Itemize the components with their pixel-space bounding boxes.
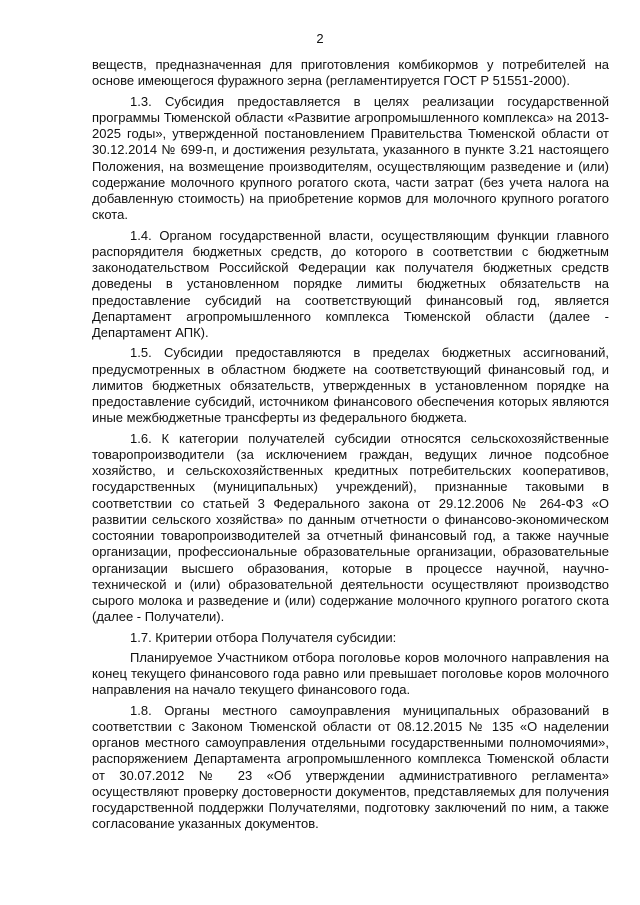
paragraph-continuation: веществ, предназначенная для приготовления комбикормов у потребителей на основе имеющегося фуражного зерна (регламентируется ГОСТ Р 51551-2000). bbox=[92, 57, 609, 89]
paragraph-1-4: 1.4. Органом государственной власти, осуществляющим функции главного распорядителя бюджетных средств, до которого в соответствии с бюджетным законодательством Российской Федерации как получателя бюджетных средств доведены в установленном порядке лимиты бюджетных обязательств на предоставление субсидий на соответствующий финансовый год, является Департамент агропромышленного комплекса Тюменской области (далее - Департамент АПК). bbox=[92, 227, 609, 340]
document-body bbox=[92, 57, 609, 837]
paragraph-1-6: 1.6. К категории получателей субсидии относятся сельскохозяйственные товаропроизводители (за исключением граждан, ведущих личное подсобное хозяйство, и сельскохозяйственных кредитных потребительских кооперативов, государственных (муниципальных) учреждений), признанные таковыми в соответствии со статьей 3 Федерального закона от 29.12.2006 № 264-ФЗ «О развитии сельского хозяйства» по данным отчетности о финансово-экономическом состоянии товаропроизводителей за отчетный финансовый год, а также научные организации, профессиональные образовательные организации, образовательные организации высшего образования, которые в процессе научной, научно-технической и (или) образовательной деятельности осуществляют производство сырого молока и разведение и (или) содержание молочного крупного рогатого скота (далее - Получатели). bbox=[92, 430, 609, 625]
paragraph-1-5: 1.5. Субсидии предоставляются в пределах бюджетных ассигнований, предусмотренных в областном бюджете на соответствующий финансовый год, и лимитов бюджетных обязательств, утвержденных в установленном порядке на предоставление субсидий, источником финансового обеспечения которых являются иные межбюджетные трансферты из федерального бюджета. bbox=[92, 345, 609, 426]
page-number: 2 bbox=[316, 31, 324, 46]
paragraph-1-3: 1.3. Субсидия предоставляется в целях реализации государственной программы Тюменской области «Развитие агропромышленного комплекса» на 2013-2025 годы», утвержденной постановлением Правительства Тюменской области от 30.12.2014 № 699-п, и достижения результата, указанного в пункте 3.21 настоящего Положения, на возмещение производителям, осуществляющим разведение и (или) содержание молочного крупного рогатого скота, части затрат (без учета налога на добавленную стоимость) на приобретение кормов для молочного крупного рогатого скота. bbox=[92, 93, 609, 223]
paragraph-1-8: 1.8. Органы местного самоуправления муниципальных образований в соответствии с Законом Тюменской области от 08.12.2015 № 135 «О наделении органов местного самоуправления отдельными государственными полномочиями», распоряжением Департамента агропромышленного комплекса Тюменской области от 30.07.2012 № 23 «Об утверждении административного регламента» осуществляют проверку достоверности документов, представляемых для получения государственной поддержки Получателями, подготовку заключений по ним, а также согласование указанных документов. bbox=[92, 702, 609, 832]
paragraph-1-7-criteria: Планируемое Участником отбора поголовье коров молочного направления на конец текущего финансового года равно или превышает поголовье коров молочного направления на начало текущего финансового года. bbox=[92, 649, 609, 698]
paragraph-1-7: 1.7. Критерии отбора Получателя субсидии: bbox=[130, 629, 397, 645]
